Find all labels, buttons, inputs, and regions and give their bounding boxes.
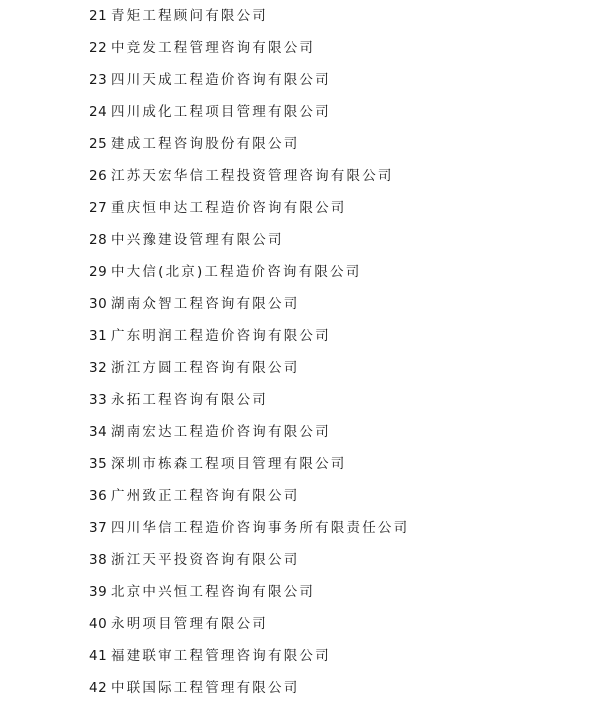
item-number: 21	[89, 8, 108, 24]
list-item	[89, 352, 409, 384]
company-name: 青矩工程顾问有限公司	[111, 8, 268, 24]
company-name: 四川华信工程造价咨询事务所有限责任公司	[111, 520, 410, 536]
company-list	[89, 0, 409, 704]
list-item	[89, 192, 409, 224]
item-number: 34	[89, 424, 108, 440]
company-name: 中竞发工程管理咨询有限公司	[111, 40, 316, 56]
company-name: 中大信(北京)工程造价咨询有限公司	[111, 264, 362, 280]
item-number: 36	[89, 488, 108, 504]
company-name: 浙江天平投资咨询有限公司	[111, 552, 300, 568]
list-item	[89, 128, 409, 160]
company-name: 浙江方圆工程咨询有限公司	[111, 360, 300, 376]
company-name: 深圳市栋森工程项目管理有限公司	[111, 456, 347, 472]
company-name: 永拓工程咨询有限公司	[111, 392, 268, 408]
list-item	[89, 672, 409, 704]
item-number: 42	[89, 680, 108, 696]
company-name: 四川天成工程造价咨询有限公司	[111, 72, 331, 88]
item-number: 41	[89, 648, 108, 664]
company-name: 中兴豫建设管理有限公司	[111, 232, 284, 248]
company-name: 江苏天宏华信工程投资管理咨询有限公司	[111, 168, 394, 184]
list-item	[89, 288, 409, 320]
item-number: 31	[89, 328, 108, 344]
list-item	[89, 608, 409, 640]
list-item	[89, 96, 409, 128]
list-item	[89, 64, 409, 96]
list-item	[89, 32, 409, 64]
list-item	[89, 224, 409, 256]
item-number: 35	[89, 456, 108, 472]
item-number: 38	[89, 552, 108, 568]
list-item	[89, 512, 409, 544]
company-name: 北京中兴恒工程咨询有限公司	[111, 584, 316, 600]
item-number: 30	[89, 296, 108, 312]
item-number: 24	[89, 104, 108, 120]
company-name: 中联国际工程管理有限公司	[111, 680, 300, 696]
list-item	[89, 640, 409, 672]
list-item	[89, 480, 409, 512]
list-item	[89, 320, 409, 352]
company-name: 湖南众智工程咨询有限公司	[111, 296, 300, 312]
company-name: 重庆恒申达工程造价咨询有限公司	[111, 200, 347, 216]
item-number: 40	[89, 616, 108, 632]
list-item	[89, 0, 409, 32]
company-name: 广州致正工程咨询有限公司	[111, 488, 300, 504]
list-item	[89, 576, 409, 608]
list-item	[89, 256, 409, 288]
list-item	[89, 160, 409, 192]
company-name: 福建联审工程管理咨询有限公司	[111, 648, 331, 664]
item-number: 22	[89, 40, 108, 56]
item-number: 32	[89, 360, 108, 376]
company-name: 建成工程咨询股份有限公司	[111, 136, 300, 152]
item-number: 23	[89, 72, 108, 88]
list-item	[89, 544, 409, 576]
company-name: 广东明润工程造价咨询有限公司	[111, 328, 331, 344]
item-number: 37	[89, 520, 108, 536]
item-number: 25	[89, 136, 108, 152]
item-number: 27	[89, 200, 108, 216]
company-name: 永明项目管理有限公司	[111, 616, 268, 632]
item-number: 26	[89, 168, 108, 184]
list-item	[89, 384, 409, 416]
item-number: 29	[89, 264, 108, 280]
company-name: 四川成化工程项目管理有限公司	[111, 104, 331, 120]
item-number: 28	[89, 232, 108, 248]
company-name: 湖南宏达工程造价咨询有限公司	[111, 424, 331, 440]
list-item	[89, 448, 409, 480]
item-number: 39	[89, 584, 108, 600]
list-item	[89, 416, 409, 448]
item-number: 33	[89, 392, 108, 408]
